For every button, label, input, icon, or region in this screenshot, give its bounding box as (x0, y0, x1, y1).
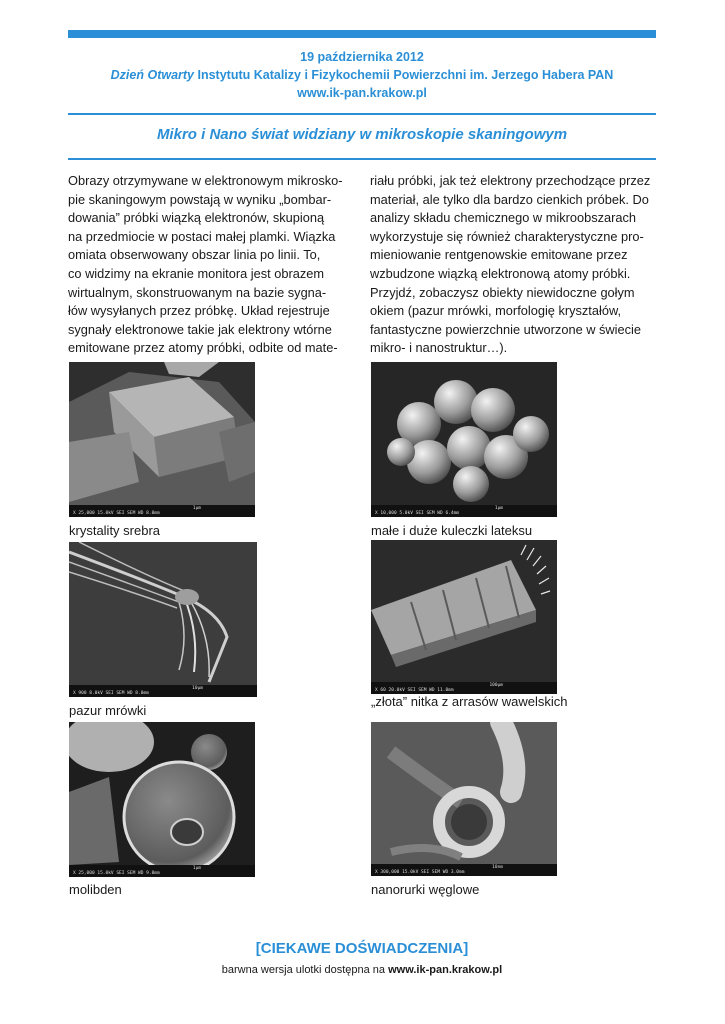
scale-bar-label: 10μm (192, 686, 203, 691)
text-line: pie skaningowym powstają w wyniku „bombar- (68, 191, 332, 207)
sem-image-silver-crystallites (69, 362, 255, 517)
scale-bar-label: 1μm (494, 506, 503, 511)
divider-upper (68, 113, 656, 115)
carbon-nanotubes-picture (371, 722, 557, 876)
text-line: Przyjdź, zobaczysz obiekty niewidoczne gołym (370, 284, 635, 300)
body-text-right (370, 172, 660, 358)
scale-bar-label: 1μm (192, 866, 201, 871)
sem-info-text: X 25,000 15.0kV SEI SEM WD 9.0mm (73, 871, 160, 876)
caption-molybdenum: molibden (69, 882, 122, 897)
sem-info-text: X 60 20.0kV SEI SEM WD 11.0mm (375, 688, 454, 693)
text-line: wzbudzone wiązką elektronową atomy próbki. (370, 265, 631, 281)
header-url[interactable]: www.ik-pan.krakow.pl (297, 86, 427, 100)
text-line: sygnały elektronowe takie jak elektrony wtórne (68, 321, 332, 337)
caption-silver-crystallites: krystality srebra (69, 523, 161, 538)
text-line: co widzimy na ekranie monitora jest obrazem (68, 265, 325, 281)
sem-image-latex-spheres (371, 362, 557, 517)
text-line: omiata obserwowany obszar linia po linii. To, (68, 247, 321, 263)
divider-lower (68, 158, 656, 160)
ant-claw-picture (69, 542, 257, 697)
sem-info-bar (69, 865, 255, 877)
caption-ant-claw: pazur mrówki (69, 703, 147, 718)
text-line: Obrazy otrzymywane w elektronowym mikrosko- (68, 173, 343, 188)
footer-note (68, 964, 656, 976)
sem-info-text: X 900 8.0kV SEI SEM WD 8.0mm (73, 691, 149, 696)
sem-info-bar (371, 864, 557, 876)
header-date: 19 października 2012 (300, 50, 424, 64)
footer-note-prefix: barwna wersja ulotki dostępna na (221, 964, 389, 976)
sem-image-carbon-nanotubes (371, 722, 557, 876)
text-line: mieniowanie rentgenowskie emitowane przez (370, 247, 628, 263)
sem-image-molybdenum (69, 722, 255, 877)
text-line: analizy składu chemicznego w mikroobszarach (370, 210, 637, 226)
text-line: okiem (pazur mrówki, morfologię kryształów, (370, 303, 622, 319)
text-line: wykorzystuje się również charakterystyczne pro- (370, 228, 644, 244)
text-line: fantastyczne powierzchnie utworzone w świecie (370, 321, 641, 337)
caption-golden-thread: „złota” nitka z arrasów wawelskich (371, 694, 568, 709)
header-title-italic: Dzień Otwarty (110, 68, 195, 82)
sem-info-text: X 10,000 5.0kV SEI SEM WD 6.4mm (375, 511, 459, 516)
text-line: łów wysyłanych przez próbkę. Układ rejestruje (68, 303, 330, 319)
text-line: mikro- i nanostruktur…). (370, 340, 508, 356)
text-line: dowania” próbki wiązką elektronów, skupioną (68, 210, 325, 226)
text-line: materiał, ale tylko dla bardzo cienkich próbek. Do (370, 191, 649, 207)
sem-info-text: X 25,000 15.0kV SEI SEM WD 8.0mm (73, 511, 160, 516)
sem-info-text: X 300,000 15.0kV SEI SEM WD 3.0mm (375, 870, 465, 875)
footer-title: [CIEKAWE DOŚWIADCZENIA] (255, 940, 469, 957)
scale-bar-label: 10nm (492, 865, 503, 870)
header (68, 48, 656, 102)
footer-url[interactable]: www.ik-pan.krakow.pl (388, 964, 503, 976)
scale-bar-label: 1μm (192, 506, 201, 511)
header-title-rest: Instytutu Katalizy i Fizykochemii Powierzchni im. Jerzego Habera PAN (194, 68, 614, 82)
silver-crystallites-picture (69, 362, 255, 517)
latex-spheres-picture (371, 362, 557, 517)
sem-image-golden-thread (371, 540, 557, 694)
sem-image-ant-claw (69, 542, 257, 697)
text-line: wirtualnym, skonstruowanym na bazie sygna- (68, 284, 327, 300)
text-line: na przedmiocie w postaci małej plamki. Wiązka (68, 228, 336, 244)
molybdenum-picture (69, 722, 255, 877)
body-text-left (68, 172, 356, 358)
header-title (68, 66, 656, 84)
scale-bar-label: 100μm (489, 683, 503, 688)
sem-info-bar (371, 682, 557, 694)
golden-thread-picture (371, 540, 557, 694)
top-rule (68, 30, 656, 38)
sem-info-bar (69, 505, 255, 517)
sem-info-bar (371, 505, 557, 517)
text-line: emitowane przez atomy próbki, odbite od mate- (68, 340, 338, 356)
caption-latex-spheres: małe i duże kuleczki lateksu (371, 523, 533, 538)
text-line: riału próbki, jak też elektrony przechodzące przez (370, 173, 651, 188)
sem-info-bar (69, 685, 257, 697)
caption-carbon-nanotubes: nanorurki węglowe (371, 882, 480, 897)
page-subtitle: Mikro i Nano świat widziany w mikroskopie skaningowym (156, 126, 568, 143)
